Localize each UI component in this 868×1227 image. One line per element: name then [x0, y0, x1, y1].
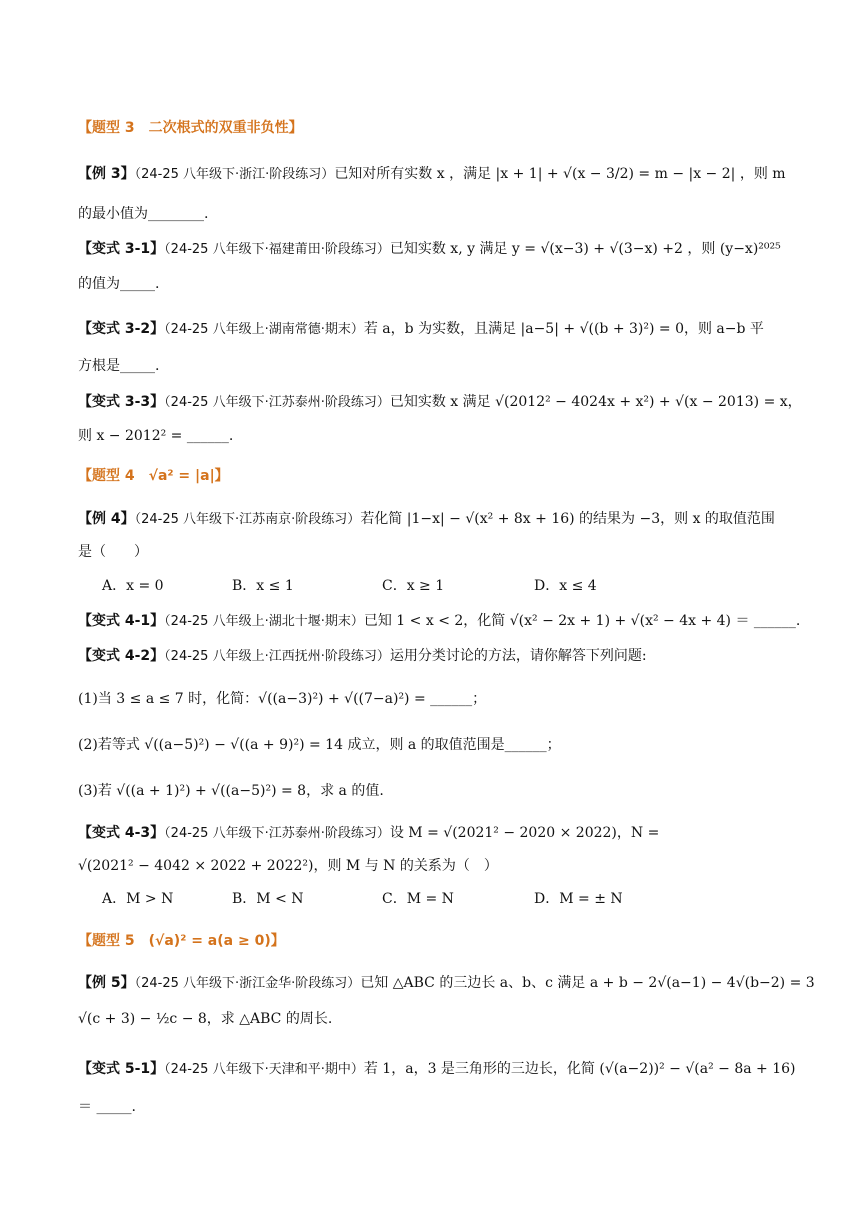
- example-3-source: （24-25 八年级下·浙江·阶段练习）: [134, 167, 335, 182]
- section-title-4: 【题型 4 √a² = |a|】: [78, 468, 229, 484]
- variant-4-3-option-b: B．M < N: [232, 891, 304, 907]
- example-4-option-c: C．x ≥ 1: [382, 578, 445, 594]
- variant-4-3-line-1: [78, 822, 659, 845]
- variant-3-3-source: （24-25 八年级下·江苏泰州·阶段练习）: [164, 395, 390, 410]
- variant-4-1-text: 已知 1 < x < 2，化简 √(x² − 2x + 1) + √(x² − 4x + 4) ＝ ______.: [363, 613, 801, 629]
- example-4-tag: 【例 4】: [78, 511, 135, 527]
- example-4-source: （24-25 八年级下·江苏南京·阶段练习）: [134, 512, 361, 527]
- variant-3-2-text: 若 a，b 为实数，且满足 |a−5| + √((b + 3)²) = 0，则 a−b 平: [363, 321, 764, 337]
- variant-4-3-option-a: A．M > N: [102, 891, 174, 907]
- variant-3-3-tag: 【变式 3-3】: [78, 394, 165, 410]
- section-title-5: 【题型 5 (√a)² = a(a ≥ 0)】: [78, 933, 285, 949]
- example-5-tag: 【例 5】: [78, 975, 135, 991]
- variant-4-2-text: 运用分类讨论的方法，请你解答下列问题:: [389, 648, 647, 664]
- example-4-line-2: 是（ ）: [78, 544, 148, 560]
- example-3-text: 已知对所有实数 x ，满足 |x + 1| + √(x − 3/2) = m − |x − 2| ，则 m: [334, 166, 786, 182]
- example-5-text: 已知 △ABC 的三边长 a、b、c 满足 a + b − 2√(a−1) − 4√(b−2) = 3: [360, 975, 815, 991]
- example-3-line-2: 的最小值为________.: [78, 206, 209, 222]
- example-4-option-a: A．x = 0: [102, 578, 164, 594]
- section-title-3: 【题型 3 二次根式的双重非负性】: [78, 120, 303, 136]
- variant-4-2-question-2: (2)若等式 √((a−5)²) − √((a + 9)²) = 14 成立，则 a 的取值范围是______；: [78, 737, 561, 753]
- example-5-line-2: √(c + 3) − ½c − 8，求 △ABC 的周长.: [78, 1011, 333, 1027]
- example-4-line-1: [78, 508, 775, 531]
- variant-4-2-question-1: (1)当 3 ≤ a ≤ 7 时，化简：√((a−3)²) + √((7−a)²) = ______；: [78, 691, 487, 707]
- example-3-line-1: [78, 163, 786, 186]
- variant-4-3-option-c: C．M = N: [382, 891, 454, 907]
- variant-3-2-source: （24-25 八年级上·湖南常德·期末）: [164, 322, 364, 337]
- example-3-tag: 【例 3】: [78, 166, 135, 182]
- variant-5-1-line-1: [78, 1058, 796, 1081]
- variant-5-1-line-2: ＝ _____.: [78, 1099, 136, 1115]
- variant-4-2-tag: 【变式 4-2】: [78, 648, 165, 664]
- variant-3-2-line-2: 方根是_____.: [78, 358, 160, 374]
- example-4-option-b: B．x ≤ 1: [232, 578, 294, 594]
- example-5-line-1: [78, 972, 815, 995]
- variant-3-1-tag: 【变式 3-1】: [78, 241, 165, 257]
- variant-3-2-line-1: [78, 318, 764, 341]
- variant-4-1-tag: 【变式 4-1】: [78, 613, 165, 629]
- variant-4-3-source: （24-25 八年级下·江苏泰州·阶段练习）: [164, 826, 390, 841]
- variant-3-3-line-2: 则 x − 2012² = ______.: [78, 428, 234, 444]
- variant-5-1-text: 若 1，a，3 是三角形的三边长，化简 (√(a−2))² − √(a² − 8a + 16): [363, 1061, 796, 1077]
- example-4-text: 若化简 |1−x| − √(x² + 8x + 16) 的结果为 −3，则 x 的取值范围: [360, 511, 775, 527]
- variant-4-2-source: （24-25 八年级上·江西抚州·阶段练习）: [164, 649, 390, 664]
- example-4-option-d: D．x ≤ 4: [534, 578, 597, 594]
- variant-4-3-option-d: D．M = ± N: [534, 891, 623, 907]
- variant-3-3-line-1: [78, 391, 802, 414]
- variant-4-3-tag: 【变式 4-3】: [78, 825, 165, 841]
- variant-4-3-line-2: √(2021² − 4042 × 2022 + 2022²)，则 M 与 N 的关系为（ ）: [78, 858, 498, 874]
- variant-3-1-line-2: 的值为_____.: [78, 276, 160, 292]
- variant-3-3-text: 已知实数 x 满足 √(2012² − 4024x + x²) + √(x − 2013) = x，: [389, 394, 802, 410]
- variant-3-1-source: （24-25 八年级下·福建莆田·阶段练习）: [164, 242, 390, 257]
- variant-4-1-source: （24-25 八年级上·湖北十堰·期末）: [164, 614, 364, 629]
- variant-3-2-tag: 【变式 3-2】: [78, 321, 165, 337]
- variant-5-1-tag: 【变式 5-1】: [78, 1061, 165, 1077]
- variant-4-3-text: 设 M = √(2021² − 2020 × 2022)，N =: [389, 825, 660, 841]
- variant-4-2-line-1: [78, 645, 647, 668]
- variant-5-1-source: （24-25 八年级下·天津和平·期中）: [164, 1062, 364, 1077]
- variant-3-1-text: 已知实数 x, y 满足 y = √(x−3) + √(3−x) +2 ，则 (y−x)²⁰²⁵: [389, 241, 781, 257]
- variant-4-1-line-1: [78, 610, 800, 633]
- example-5-source: （24-25 八年级下·浙江金华·阶段练习）: [134, 976, 361, 991]
- variant-3-1-line-1: [78, 238, 781, 261]
- variant-4-2-question-3: (3)若 √((a + 1)²) + √((a−5)²) = 8，求 a 的值.: [78, 783, 384, 799]
